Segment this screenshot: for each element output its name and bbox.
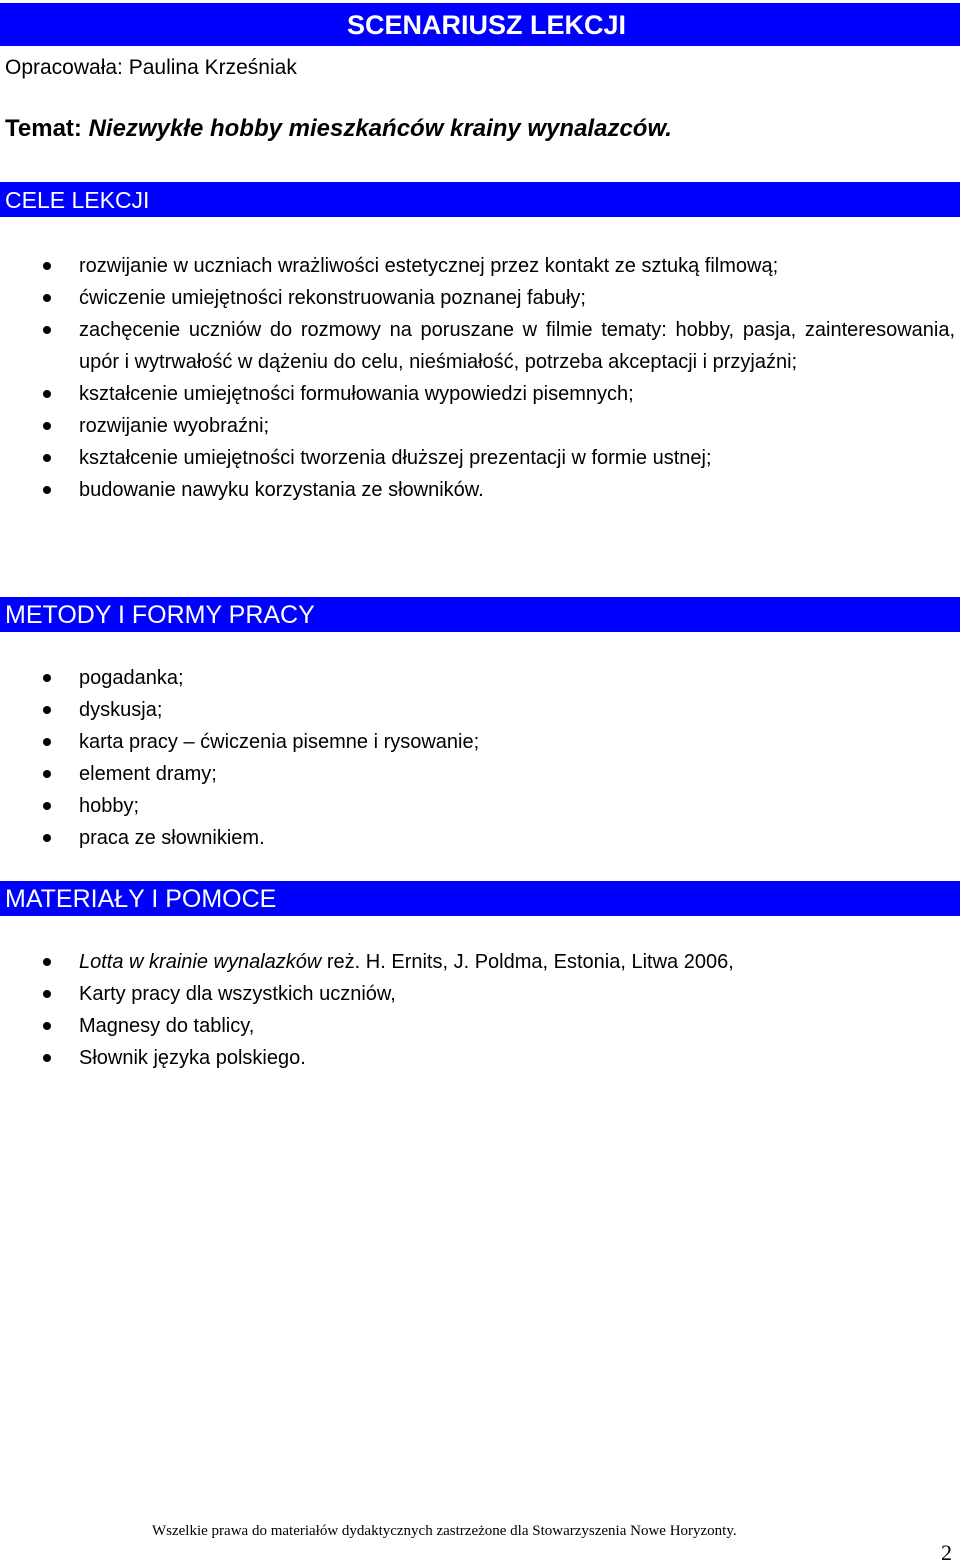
list-item: rozwijanie wyobraźni; (0, 410, 960, 442)
section-header-cele (0, 182, 960, 217)
materials-list (0, 946, 960, 1074)
list-item: kształcenie umiejętności formułowania wypowiedzi pisemnych; (0, 378, 960, 410)
section-heading-metody: METODY I FORMY PRACY (5, 601, 315, 629)
topic-label: Temat: (5, 115, 82, 142)
film-title: Lotta w krainie wynalazków (79, 951, 322, 973)
list-item: Karty pracy dla wszystkich uczniów, (0, 978, 960, 1010)
page-number: 2 (941, 1540, 952, 1565)
document-title: SCENARIUSZ LEKCJI (347, 10, 627, 40)
film-credits: reż. H. Ernits, J. Poldma, Estonia, Litwa 2006, (321, 951, 734, 973)
list-item: dyskusja; (0, 694, 960, 726)
section-header-metody (0, 597, 960, 632)
footer-copyright: Wszelkie prawa do materiałów dydaktycznych zastrzeżone dla Stowarzyszenia Nowe Horyzonty. (152, 1523, 737, 1539)
title-bar (0, 3, 960, 46)
list-item: zachęcenie uczniów do rozmowy na poruszane w filmie tematy: hobby, pasja, zainteresowania, upór i wytrwałość w dążeniu do celu, nieśmiałość, potrzeba akceptacji i przyjaźni; (0, 314, 960, 378)
topic-value: Niezwykłe hobby mieszkańców krainy wynalazców. (88, 115, 672, 142)
list-item: kształcenie umiejętności tworzenia dłuższej prezentacji w formie ustnej; (0, 442, 960, 474)
topic-line (5, 114, 672, 144)
section-header-materialy (0, 881, 960, 916)
author-line: Opracowała: Paulina Krześniak (5, 56, 297, 79)
list-item: Magnesy do tablicy, (0, 1010, 960, 1042)
list-item: ćwiczenie umiejętności rekonstruowania poznanej fabuły; (0, 282, 960, 314)
methods-list (0, 662, 960, 854)
list-item: karta pracy – ćwiczenia pisemne i rysowanie; (0, 726, 960, 758)
list-item: element dramy; (0, 758, 960, 790)
list-item: Słownik języka polskiego. (0, 1042, 960, 1074)
list-item: budowanie nawyku korzystania ze słowników. (0, 474, 960, 506)
section-heading-cele: CELE LEKCJI (5, 187, 150, 213)
goals-list (0, 250, 960, 506)
list-item: pogadanka; (0, 662, 960, 694)
list-item: hobby; (0, 790, 960, 822)
list-item: praca ze słownikiem. (0, 822, 960, 854)
list-item: rozwijanie w uczniach wrażliwości estetycznej przez kontakt ze sztuką filmową; (0, 250, 960, 282)
list-item-film (0, 946, 960, 978)
section-heading-materialy: MATERIAŁY I POMOCE (5, 885, 277, 913)
